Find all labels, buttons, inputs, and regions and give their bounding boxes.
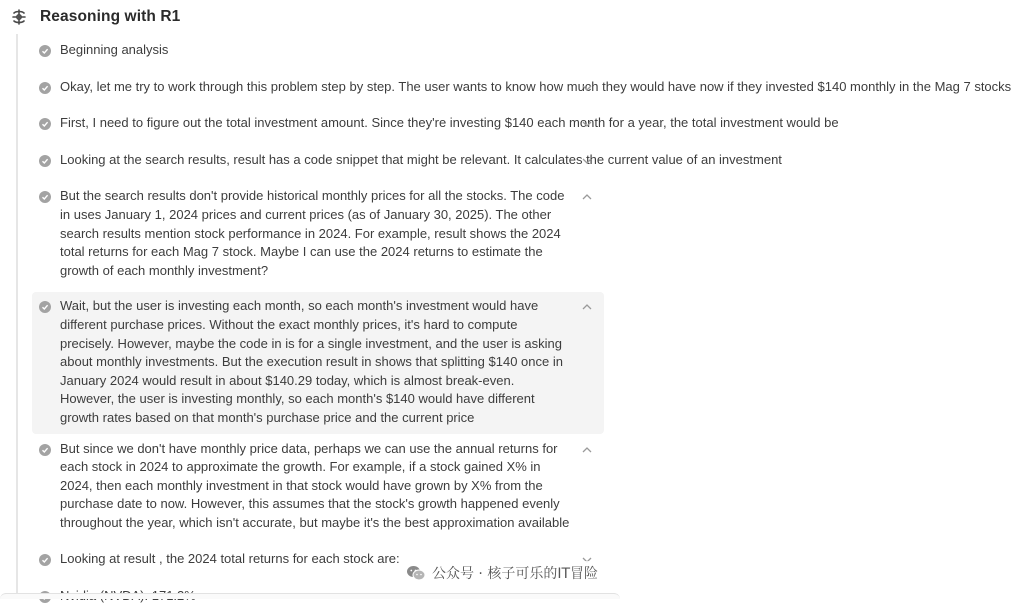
check-icon	[39, 191, 51, 203]
chevron-up-icon[interactable]	[580, 443, 594, 457]
step-text: First, I need to figure out the total investment amount. Since they're investing $140 each month for a year, the total investment would be	[60, 115, 839, 131]
wechat-icon	[406, 565, 426, 581]
step-text: But since we don't have monthly price data, perhaps we can use the annual returns for each stock in 2024 to approximate the growth. For example, if a stock gained X% in 2024, then each monthly investment in that stock would have grown by X% from the purchase date to now. However, this assumes that the stock's growth happened evenly throughout the year, which isn't accurate, but maybe it's the best approximation available	[60, 440, 570, 530]
chevron-down-icon[interactable]	[580, 81, 594, 95]
reasoning-header[interactable]	[10, 4, 180, 30]
check-icon	[39, 554, 51, 566]
reasoning-title: Reasoning with R1	[40, 8, 181, 25]
step-first[interactable]	[32, 111, 839, 137]
step-text: Okay, let me try to work through this problem step by step. The user wants to know how much they would have now if they invested $140 monthly in the Mag 7 stocks	[60, 78, 1011, 94]
step-text: Beginning analysis	[60, 42, 169, 57]
deepseek-r1-icon	[10, 8, 28, 26]
step-text: Looking at result , the 2024 total returns for each stock are:	[60, 551, 400, 567]
reasoning-steps-list	[32, 38, 1011, 610]
step-okay[interactable]	[32, 75, 1011, 101]
check-icon	[39, 301, 51, 313]
step-text: But the search results don't provide historical monthly prices for all the stocks. The code in uses January 1, 2024 prices and current prices (as of January 30, 2025). The other search results mention stock performance in 2024. For example, result shows the 2024 total returns for each Mag 7 stock. Maybe I can use the 2024 returns to estimate the growth of each monthly investment?	[60, 188, 565, 278]
step-beginning-analysis	[32, 38, 604, 64]
step-looking-search[interactable]	[32, 148, 782, 174]
step-wait[interactable]	[32, 292, 604, 433]
check-icon	[39, 444, 51, 456]
check-icon	[39, 45, 51, 57]
wechat-watermark	[402, 561, 602, 585]
step-text: Wait, but the user is investing each month, so each month's investment would have different purchase prices. Without the exact monthly prices, it's hard to compute precisely. However, maybe the code in is for a single investment, and the user is asking about monthly investments. But the execution result in shows that splitting $140 once in January 2024 would result in about $140.29 today, which is almost break-even. However, the user is investing monthly, so each month's $140 would have different growth rates based on that month's purchase price and the current price	[60, 298, 563, 425]
chevron-up-icon[interactable]	[580, 190, 594, 204]
timeline-line	[16, 34, 18, 599]
check-icon	[39, 155, 51, 167]
watermark-text: 公众号 · 核子可乐的IT冒险	[431, 566, 598, 582]
chevron-up-icon[interactable]	[580, 300, 594, 314]
check-icon	[39, 82, 51, 94]
chevron-down-icon[interactable]	[580, 117, 594, 131]
check-icon	[39, 118, 51, 130]
chevron-down-icon[interactable]	[580, 154, 594, 168]
bottom-panel-edge	[0, 593, 620, 599]
step-but-search[interactable]	[32, 184, 604, 284]
step-text: Looking at the search results, result has a code snippet that might be relevant. It calculates the current value of an investment	[60, 151, 782, 167]
step-since[interactable]	[32, 437, 604, 537]
